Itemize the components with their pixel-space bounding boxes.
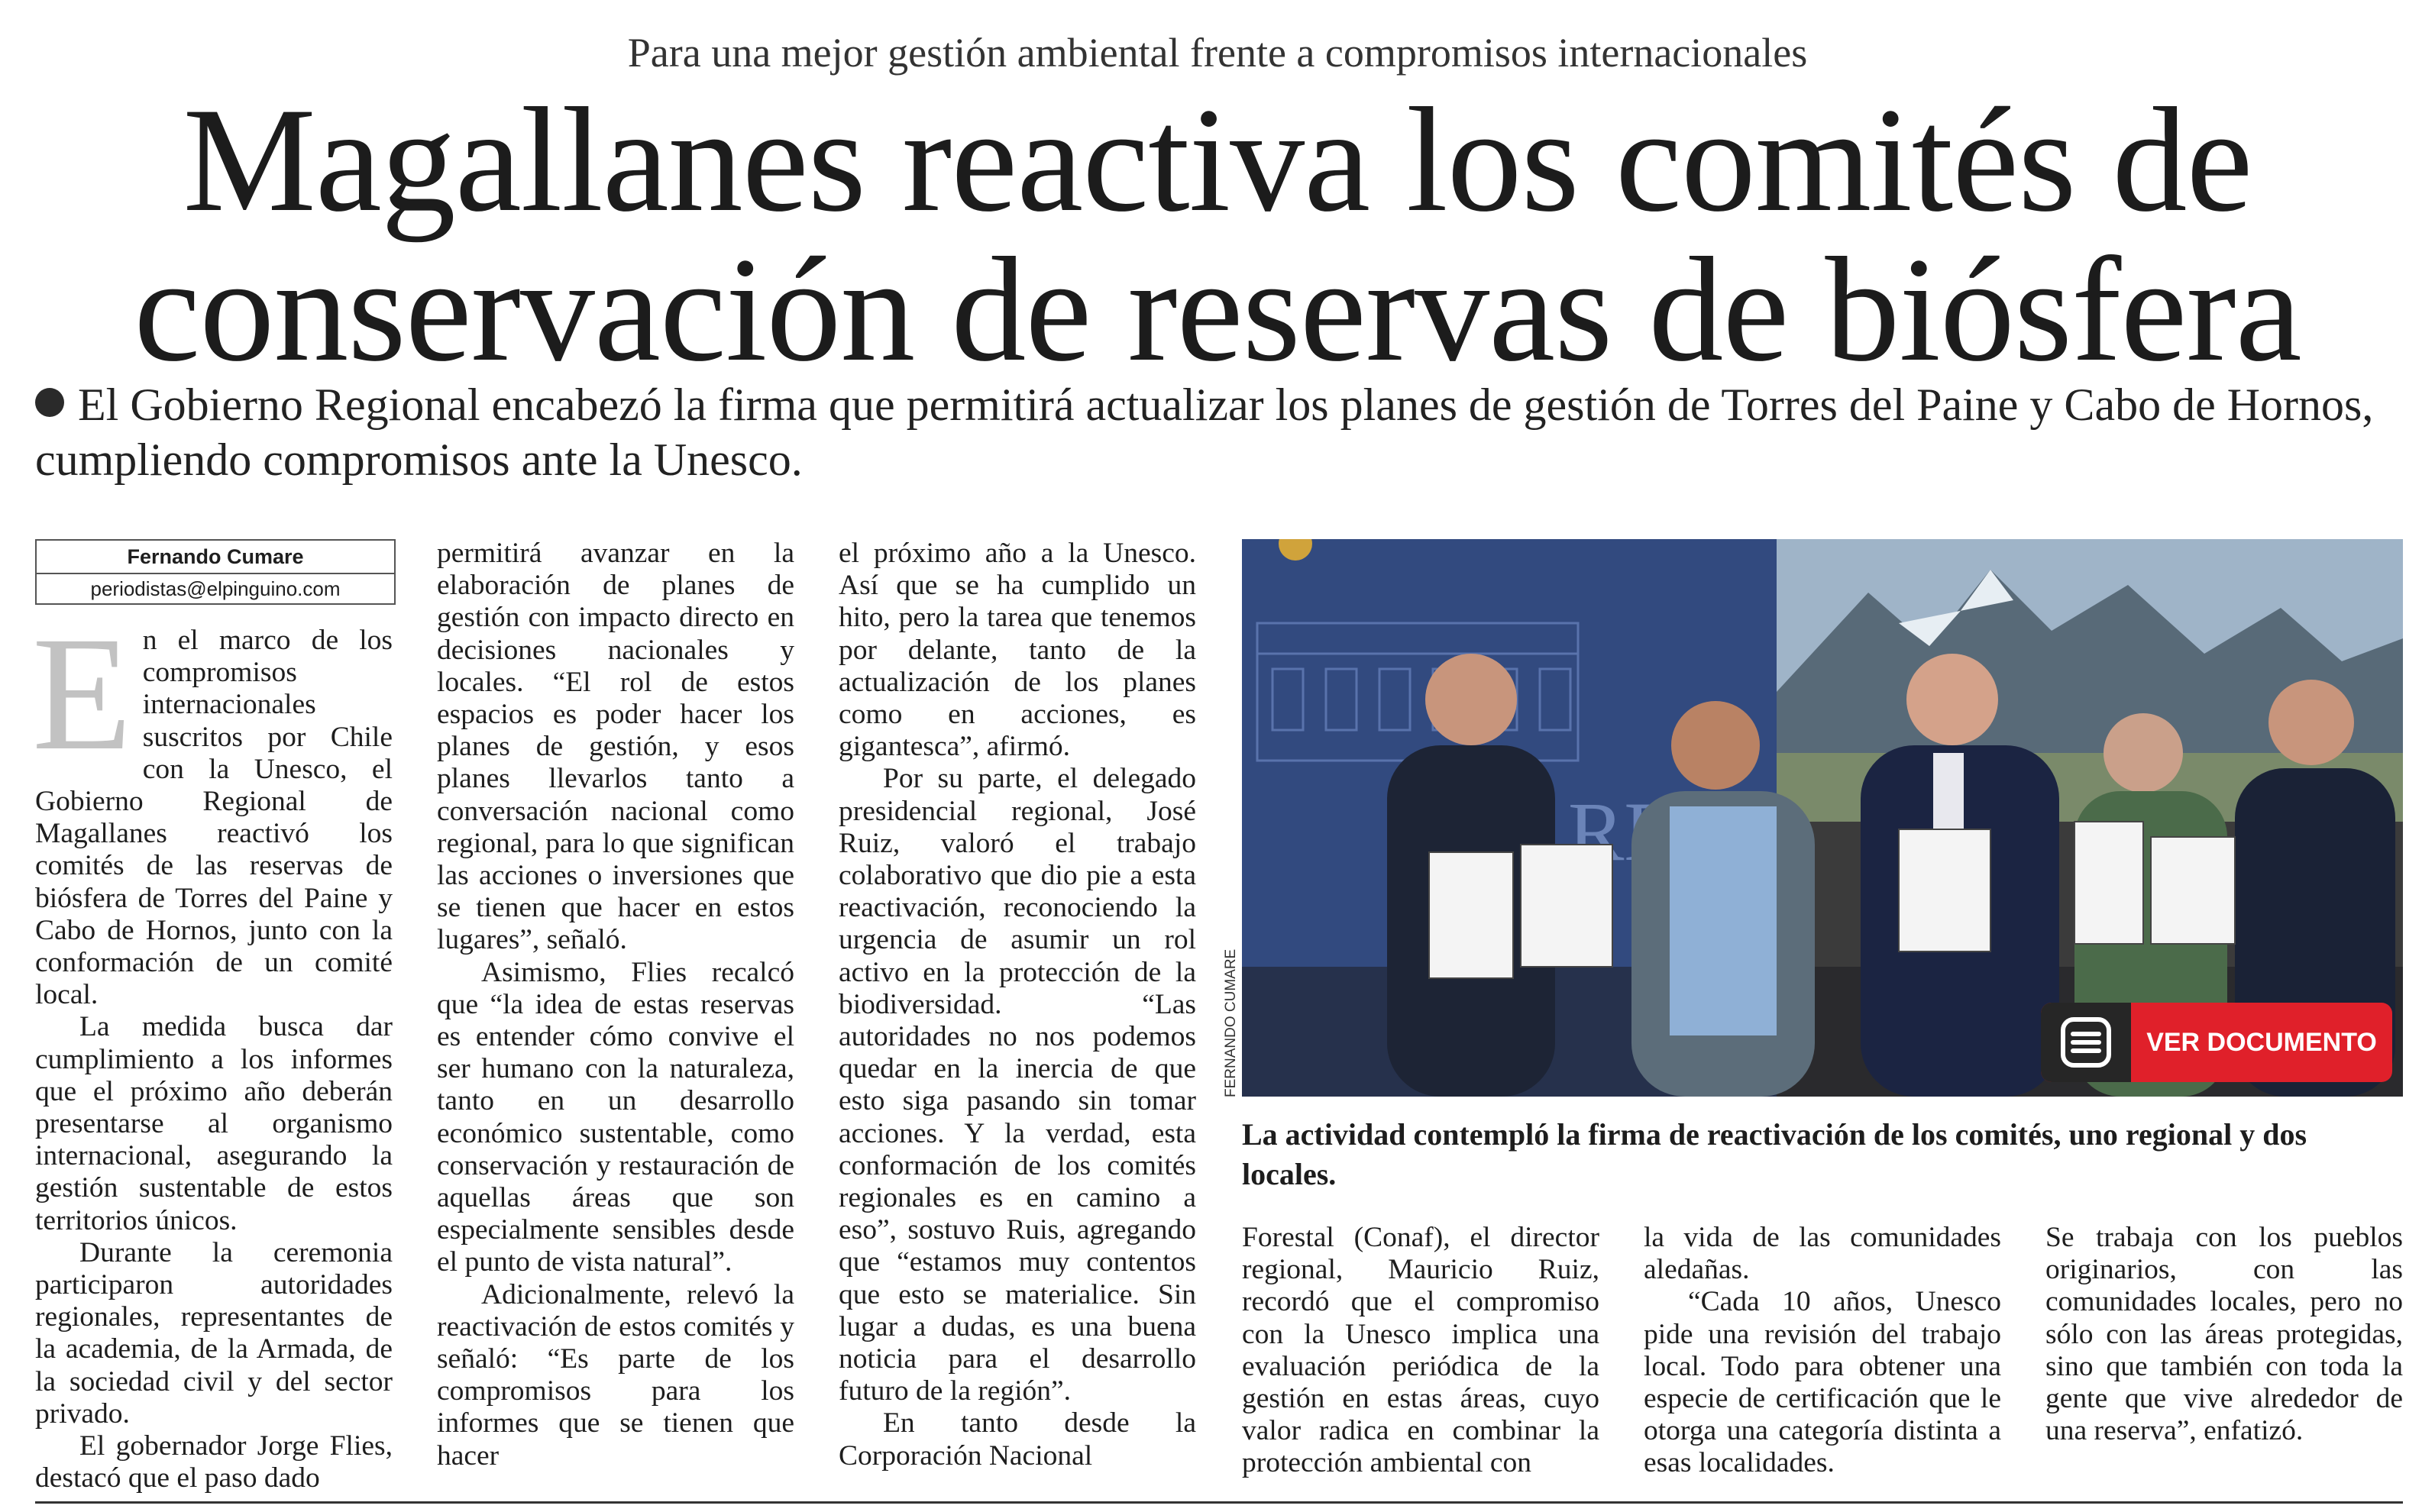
paragraph: Durante la ceremonia participaron autoridades regionales, representantes de la academia, de la Armada, de la sociedad civil y del sector privado. (35, 1236, 393, 1430)
body-column-1 (32, 603, 393, 1494)
ver-documento-label: VER DOCUMENTO (2146, 1028, 2377, 1057)
paragraph (32, 603, 393, 1011)
photo-caption: La actividad contempló la firma de reactivación de los comités, uno regional y dos locales. (1242, 1117, 2307, 1191)
paragraph: Adicionalmente, relevó la reactivación de estos comités y señaló: “Es parte de los compromisos para los informes que se tienen que hacer (437, 1278, 794, 1472)
paragraph: La medida busca dar cumplimiento a los informes que el próximo año deberán presentarse al organismo internacional, asegurando la gestión sustentable de estos territorios únicos. (35, 1011, 393, 1236)
byline-box (35, 539, 396, 605)
paragraph: permitirá avanzar en la elaboración de planes de gestión con impacto directo en decisiones nacionales y locales. “El rol de estos espacios es poder hacer los planes de gestión, y esos planes llevarlos tanto a conversación nacional como regional, para lo que significan las acciones o inversiones que se tienen que hacer en estos lugares”, señaló. (437, 538, 794, 956)
body-column-5 (1644, 1222, 2001, 1480)
body-column-4 (1242, 1222, 1599, 1480)
document-icon (2041, 1003, 2131, 1082)
kicker: Para una mejor gestión ambiental frente a compromisos internacionales (627, 30, 1808, 76)
photo-credit-text: FERNANDO CUMARE (1223, 948, 1239, 1097)
bullet-icon (35, 388, 64, 417)
headline-line-1: Magallanes reactiva los comités de (183, 77, 2252, 243)
paragraph: Forestal (Conaf), el director regional, Mauricio Ruiz, recordó que el compromiso con la Unesco implica una evaluación periódica de la gestión en estas áreas, cuyo valor radica en combinar la protección ambiental con (1242, 1222, 1599, 1479)
subhead (35, 377, 2403, 487)
body-column-2 (437, 538, 794, 1472)
paragraph: “Cada 10 años, Unesco pide una revisión del trabajo local. Todo para obtener una especie de certificación que le otorga una categoría distinta a esas localidades. (1644, 1286, 2001, 1479)
subhead-text: El Gobierno Regional encabezó la firma que permitirá actualizar los planes de gestión de Torres del Paine y Cabo de Hornos, cumpliendo compromisos ante la Unesco. (35, 380, 2374, 485)
body-column-6 (2045, 1222, 2403, 1447)
bottom-rule (35, 1501, 2403, 1504)
ver-documento-button[interactable] (2041, 1003, 2392, 1082)
paragraph: Asimismo, Flies recalcó que “la idea de estas reservas es entender cómo convive el ser humano con la naturaleza, tanto en un desarrollo económico sustentable, como conservación y restauración de aquellas áreas que son especialmente sensibles desde el punto de vista natural”. (437, 956, 794, 1278)
paragraph: el próximo año a la Unesco. Así que se ha cumplido un hito, pero la tarea que tenemos por delante, tanto de la actualización de los planes como en acciones, es gigantesca”, afirmó. (839, 538, 1196, 763)
photo-credit (1218, 947, 1242, 1100)
drop-cap: E (32, 603, 132, 784)
author-email: periodistas@elpinguino.com (90, 577, 341, 600)
headline-line-2: conservación de reservas de biósfera (134, 227, 2301, 393)
paragraph: la vida de las comunidades aledañas. (1644, 1222, 2001, 1286)
author-name: Fernando Cumare (37, 541, 394, 574)
paragraph: Se trabaja con los pueblos originarios, con las comunidades locales, pero no sólo con las áreas protegidas, sino que también con toda la gente que vive alrededor de una reserva”, enfatizó. (2045, 1222, 2403, 1447)
paragraph: El gobernador Jorge Flies, destacó que el paso dado (35, 1430, 393, 1494)
body-column-3 (839, 538, 1196, 1472)
paragraph: Por su parte, el delegado presidencial regional, José Ruiz, valoró el trabajo colaborativo que dio pie a esta reactivación, reconociendo la urgencia de asumir un rol activo en la protección de la biodiversidad. “Las autoridades no nos podemos quedar en la inercia de que esto siga pasando sin tomar acciones. Y la verdad, esta conformación de los comités regionales es en camino a eso”, sostuvo Ruis, agregando que “estamos muy contentos que esto se materialice. Sin lugar a dudas, es una buena noticia para el desarrollo futuro de la región”. (839, 763, 1196, 1407)
headline (0, 77, 2435, 393)
paragraph: En tanto desde la Corporación Nacional (839, 1407, 1196, 1472)
paragraph-text: n el marco de los compromisos internacionales suscritos por Chile con la Unesco, el Gobierno Regional de Magallanes reactivó los comités de las reservas de biósfera de Torres del Paine y Cabo de Hornos, junto con la conformación de un comité local. (35, 625, 393, 1011)
